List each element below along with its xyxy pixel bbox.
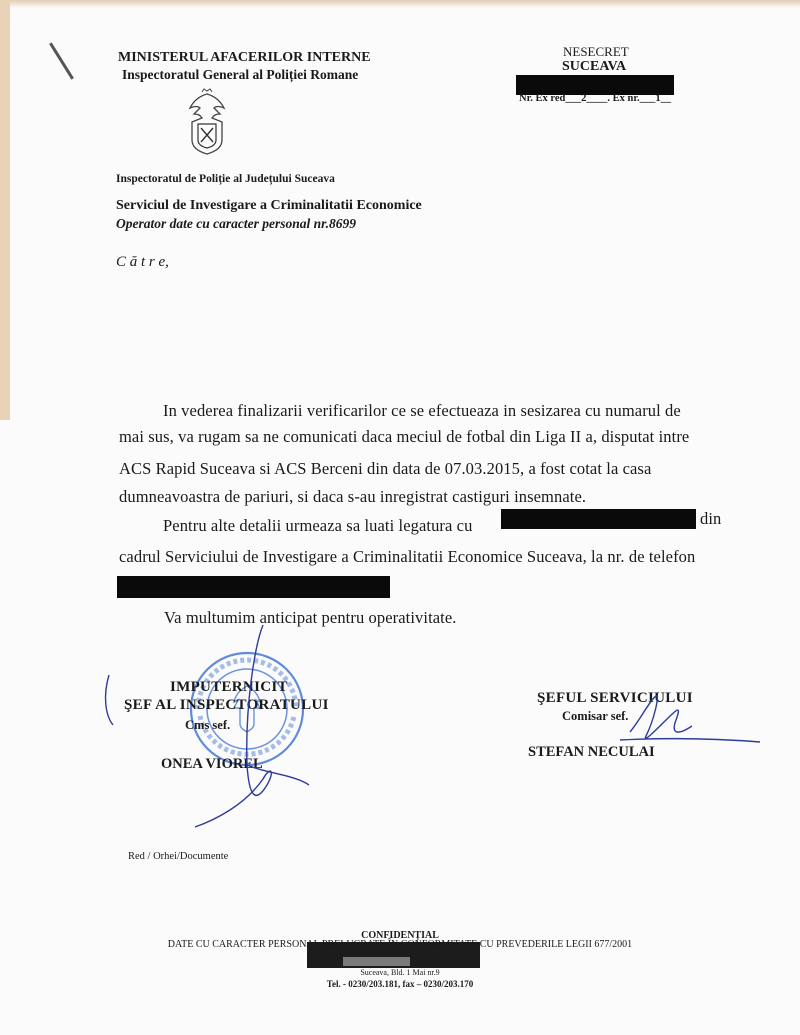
romanian-coat-of-arms-icon (180, 88, 234, 156)
city-label: SUCEAVA (562, 59, 627, 74)
ministry-name: MINISTERUL AFACERILOR INTERNE (118, 50, 371, 65)
paragraph-3: Va multumim anticipat pentru operativitate. (164, 608, 457, 627)
redaction-block (516, 75, 674, 95)
paragraph-2-line-1-end: din (700, 509, 722, 528)
paragraph-1-line-2: mai sus, va rugam sa ne comunicati daca meciul de fotbal din Liga II a, disputat intre (119, 427, 690, 446)
right-name: STEFAN NECULAI (528, 744, 655, 760)
reference-line: Nr. Ex red___2____. Ex nr.___1__ (519, 93, 672, 104)
right-title: ŞEFUL SERVICIULUI (537, 690, 693, 706)
left-signature-icon (95, 615, 325, 840)
left-title-line-2: ŞEF AL INSPECTORATULUI (124, 697, 329, 713)
operator-number: Operator date cu caracter personal nr.8699 (116, 216, 357, 231)
scan-mark (49, 42, 74, 79)
left-title-line-1: IMPUTERNICIT (170, 679, 288, 695)
redaction-block (501, 509, 696, 529)
igpr-name: Inspectoratul General al Poliției Romane (122, 67, 359, 82)
paragraph-1-line-3: ACS Rapid Suceava si ACS Berceni din data de 07.03.2015, a fost cotat la casa (119, 459, 652, 478)
inspectorate-name: Inspectoratul de Poliție al Județului Suceava (116, 173, 335, 185)
recipient-line: C ă t r e, (116, 254, 169, 270)
footer-phones: Tel. - 0230/203.181, fax – 0230/203.170 (326, 979, 474, 989)
scan-edge-left (0, 0, 10, 420)
redaction-block (117, 576, 390, 598)
left-rank: Cms sef. (185, 718, 231, 732)
paragraph-2-line-1: Pentru alte detalii urmeaza sa luati legatura cu (163, 516, 473, 535)
footer-address: Suceava, Bld. 1 Mai nr.9 (360, 968, 440, 977)
data-protection-notice: DATE CU CARACTER PERSONAL PRELUCRATE ÎN CONFORMITATE CU PREVEDERILE LEGII 677/2001 (167, 939, 633, 950)
classification-label: NESECRET (563, 44, 629, 59)
right-rank: Comisar sef. (562, 709, 629, 723)
paragraph-1-line-1: In vederea finalizarii verificarilor ce se efectueaza in sesizarea cu numarul de (163, 401, 681, 420)
redaction-block (343, 957, 410, 966)
scan-edge-top (0, 0, 800, 8)
right-signature-icon (600, 680, 770, 770)
paragraph-1-line-4: dumneavoastra de pariuri, si daca s-au inregistrat castiguri insemnate. (119, 487, 587, 506)
redactor-line: Red / Orhei/Documente (128, 851, 229, 862)
confidential-label: CONFIDENȚIAL (361, 930, 439, 941)
left-name: ONEA VIOREL (161, 756, 263, 772)
paragraph-2-line-2: cadrul Serviciului de Investigare a Criminalitatii Economice Suceava, la nr. de telefon (119, 547, 696, 566)
service-name: Serviciul de Investigare a Criminalitatii Economice (116, 198, 422, 213)
